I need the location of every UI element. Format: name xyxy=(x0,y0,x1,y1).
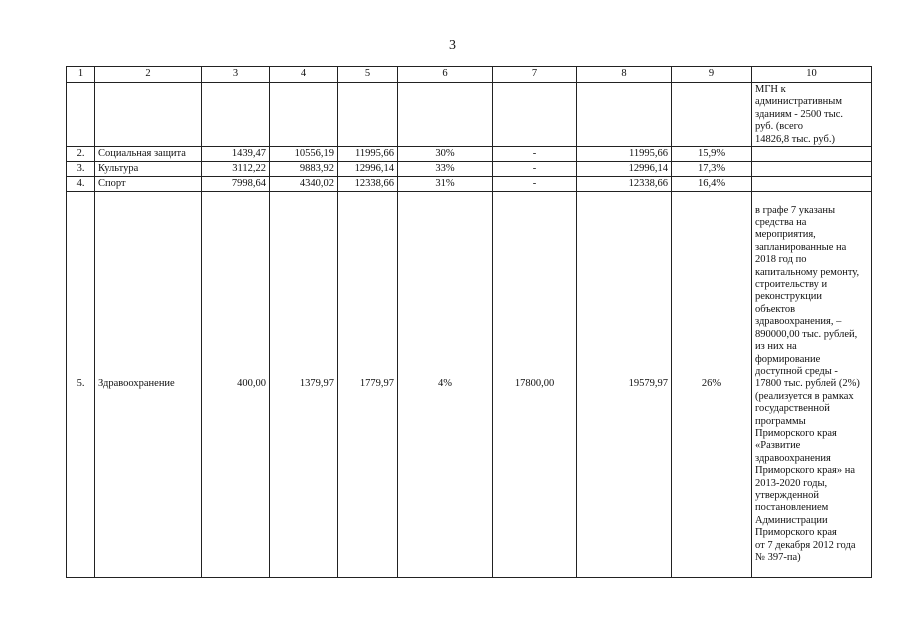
cell-col5: 12996,14 xyxy=(338,162,398,177)
data-table xyxy=(66,66,872,578)
cell-col9: 26% xyxy=(672,192,752,578)
header-cell: 3 xyxy=(202,67,270,83)
cell-col8: 12996,14 xyxy=(577,162,672,177)
note-cell xyxy=(752,147,872,162)
cell-col7: - xyxy=(493,147,577,162)
header-cell: 10 xyxy=(752,67,872,83)
header-cell: 1 xyxy=(67,67,95,83)
cell-col5: 11995,66 xyxy=(338,147,398,162)
row-name: Культура xyxy=(95,162,202,177)
cell-col3: 3112,22 xyxy=(202,162,270,177)
cell-col8: 12338,66 xyxy=(577,177,672,192)
cell-col9: 16,4% xyxy=(672,177,752,192)
header-row xyxy=(67,67,872,83)
row-number xyxy=(67,83,95,147)
cell-col5: 1779,97 xyxy=(338,192,398,578)
row-number: 4. xyxy=(67,177,95,192)
note-cell: МГН к административным зданиям - 2500 тыс. руб. (всего 14826,8 тыс. руб.) xyxy=(752,83,872,147)
cell-col4: 10556,19 xyxy=(270,147,338,162)
note-cell xyxy=(752,177,872,192)
table-row xyxy=(67,147,872,162)
cell-col7 xyxy=(493,83,577,147)
cell-col4: 9883,92 xyxy=(270,162,338,177)
cell-col9 xyxy=(672,83,752,147)
table-row xyxy=(67,83,872,147)
cell-col8: 19579,97 xyxy=(577,192,672,578)
cell-col5 xyxy=(338,83,398,147)
cell-col6: 31% xyxy=(398,177,493,192)
cell-col6: 4% xyxy=(398,192,493,578)
page-number: 3 xyxy=(449,38,456,53)
cell-col7: - xyxy=(493,177,577,192)
cell-col4: 1379,97 xyxy=(270,192,338,578)
header-cell: 5 xyxy=(338,67,398,83)
cell-col8: 11995,66 xyxy=(577,147,672,162)
header-cell: 8 xyxy=(577,67,672,83)
cell-col5: 12338,66 xyxy=(338,177,398,192)
row-name: Спорт xyxy=(95,177,202,192)
cell-col9: 17,3% xyxy=(672,162,752,177)
table-row xyxy=(67,177,872,192)
row-name: Здравоохранение xyxy=(95,192,202,578)
cell-col7: - xyxy=(493,162,577,177)
row-number: 5. xyxy=(67,192,95,578)
header-cell: 7 xyxy=(493,67,577,83)
header-cell: 6 xyxy=(398,67,493,83)
cell-col7: 17800,00 xyxy=(493,192,577,578)
row-name: Социальная защита xyxy=(95,147,202,162)
header-cell: 4 xyxy=(270,67,338,83)
cell-col3: 1439,47 xyxy=(202,147,270,162)
cell-col4: 4340,02 xyxy=(270,177,338,192)
cell-col3: 7998,64 xyxy=(202,177,270,192)
note-cell xyxy=(752,162,872,177)
cell-col3: 400,00 xyxy=(202,192,270,578)
row-name xyxy=(95,83,202,147)
table-row xyxy=(67,192,872,578)
table-row xyxy=(67,162,872,177)
header-cell: 2 xyxy=(95,67,202,83)
row-number: 3. xyxy=(67,162,95,177)
cell-col6: 33% xyxy=(398,162,493,177)
cell-col6 xyxy=(398,83,493,147)
note-cell: в графе 7 указаны средства на мероприятия, запланированные на 2018 год по капитальному ремонту, строительству и реконструкции объектов здравоохранения, – 890000,00 тыс. рублей, из них на формирование доступной среды - 17800 тыс. рублей (2%) (реализуется в рамках государственной программы Приморского края «Развитие здравоохранения Приморского края» на 2013-2020 годы, утвержденной постановлением Администрации Приморского края от 7 декабря 2012 года № 397-па) xyxy=(752,192,872,578)
cell-col8 xyxy=(577,83,672,147)
cell-col6: 30% xyxy=(398,147,493,162)
header-cell: 9 xyxy=(672,67,752,83)
cell-col9: 15,9% xyxy=(672,147,752,162)
row-number: 2. xyxy=(67,147,95,162)
cell-col3 xyxy=(202,83,270,147)
cell-col4 xyxy=(270,83,338,147)
